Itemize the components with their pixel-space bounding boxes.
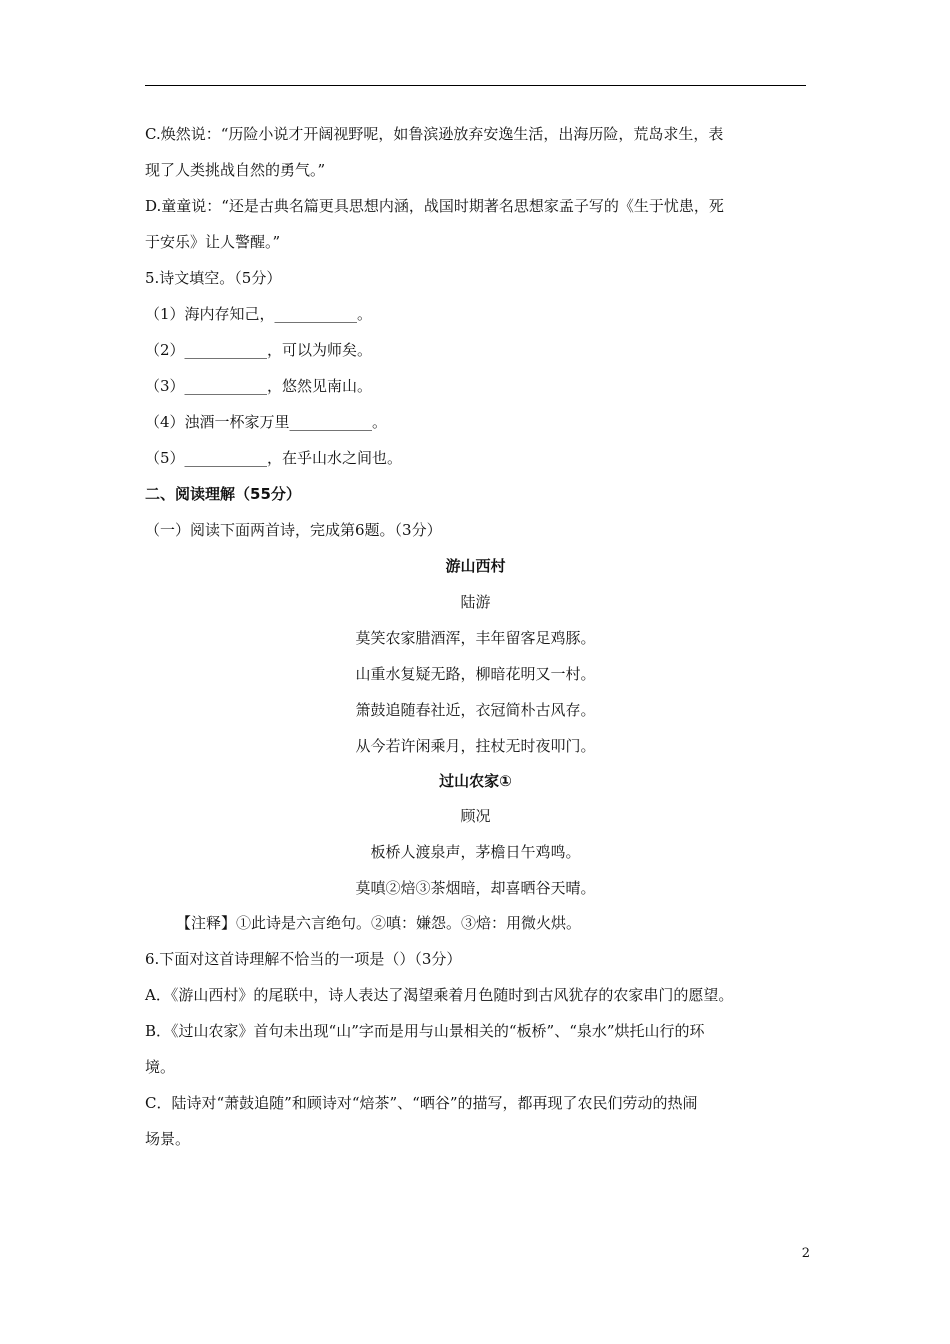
header-rule (145, 85, 806, 86)
part-1-instruction: （一）阅读下面两首诗，完成第6题。（3分） (145, 521, 442, 539)
poem-2-line: 莫嗔②焙③茶烟暗，却喜晒谷天晴。 (355, 879, 596, 897)
question-6-option-b-line-2: 境。 (145, 1058, 176, 1076)
question-6-option-c-line-1: C．陆诗对“萧鼓追随”和顾诗对“焙茶”、“晒谷”的描写，都再现了农民们劳动的热闹 (145, 1094, 698, 1112)
poem-1-line: 从今若许闲乘月，拄杖无时夜叩门。 (355, 737, 596, 755)
option-d-line-1: D.童童说：“还是古典名篇更具思想内涵，战国时期著名思想家孟子写的《生于忧患，死 (145, 197, 724, 215)
question-5-item-5: （5）___________，在乎山水之间也。 (145, 449, 403, 467)
poem-2-title: 过山农家① (439, 772, 512, 790)
annotation-note: 【注释】①此诗是六言绝句。②嗔：嫌怨。③焙：用微火烘。 (176, 914, 582, 932)
question-5-item-2: （2）___________，可以为师矣。 (145, 341, 373, 359)
section-2-heading: 二、阅读理解（55分） (145, 485, 301, 503)
poem-1-author: 陆游 (460, 593, 491, 611)
question-5-item-1: （1）海内存知己，___________。 (145, 305, 373, 323)
question-5-item-3: （3）___________，悠然见南山。 (145, 377, 373, 395)
question-5-item-4: （4）浊酒一杯家万里___________。 (145, 413, 388, 431)
poem-1-line: 山重水复疑无路，柳暗花明又一村。 (355, 665, 596, 683)
question-6-stem: 6.下面对这首诗理解不恰当的一项是（）（3分） (145, 950, 462, 968)
poem-1-title: 游山西村 (445, 557, 506, 575)
poem-1-line: 箫鼓追随春社近，衣冠简朴古风存。 (355, 701, 596, 719)
option-d-line-2: 于安乐》让人警醒。” (145, 233, 281, 251)
option-c-line-1: C.焕然说：“历险小说才开阔视野呢，如鲁滨逊放弃安逸生活，出海历险，荒岛求生，表 (145, 125, 724, 143)
poem-2-line: 板桥人渡泉声，茅檐日午鸡鸣。 (370, 843, 581, 861)
poem-1-line: 莫笑农家腊酒浑，丰年留客足鸡豚。 (355, 629, 596, 647)
page-number: 2 (801, 1246, 810, 1261)
question-6-option-c-line-2: 场景。 (145, 1130, 191, 1148)
poem-2-author: 顾况 (460, 807, 491, 825)
question-5-stem: 5.诗文填空。（5分） (145, 269, 282, 287)
option-c-line-2: 现了人类挑战自然的勇气。” (145, 161, 326, 179)
question-6-option-b-line-1: B．《过山农家》首句未出现“山”字而是用与山景相关的“板桥”、“泉水”烘托山行的环 (145, 1022, 705, 1040)
question-6-option-a: A．《游山西村》的尾联中，诗人表达了渴望乘着月色随时到古风犹存的农家串门的愿望。 (145, 986, 734, 1004)
